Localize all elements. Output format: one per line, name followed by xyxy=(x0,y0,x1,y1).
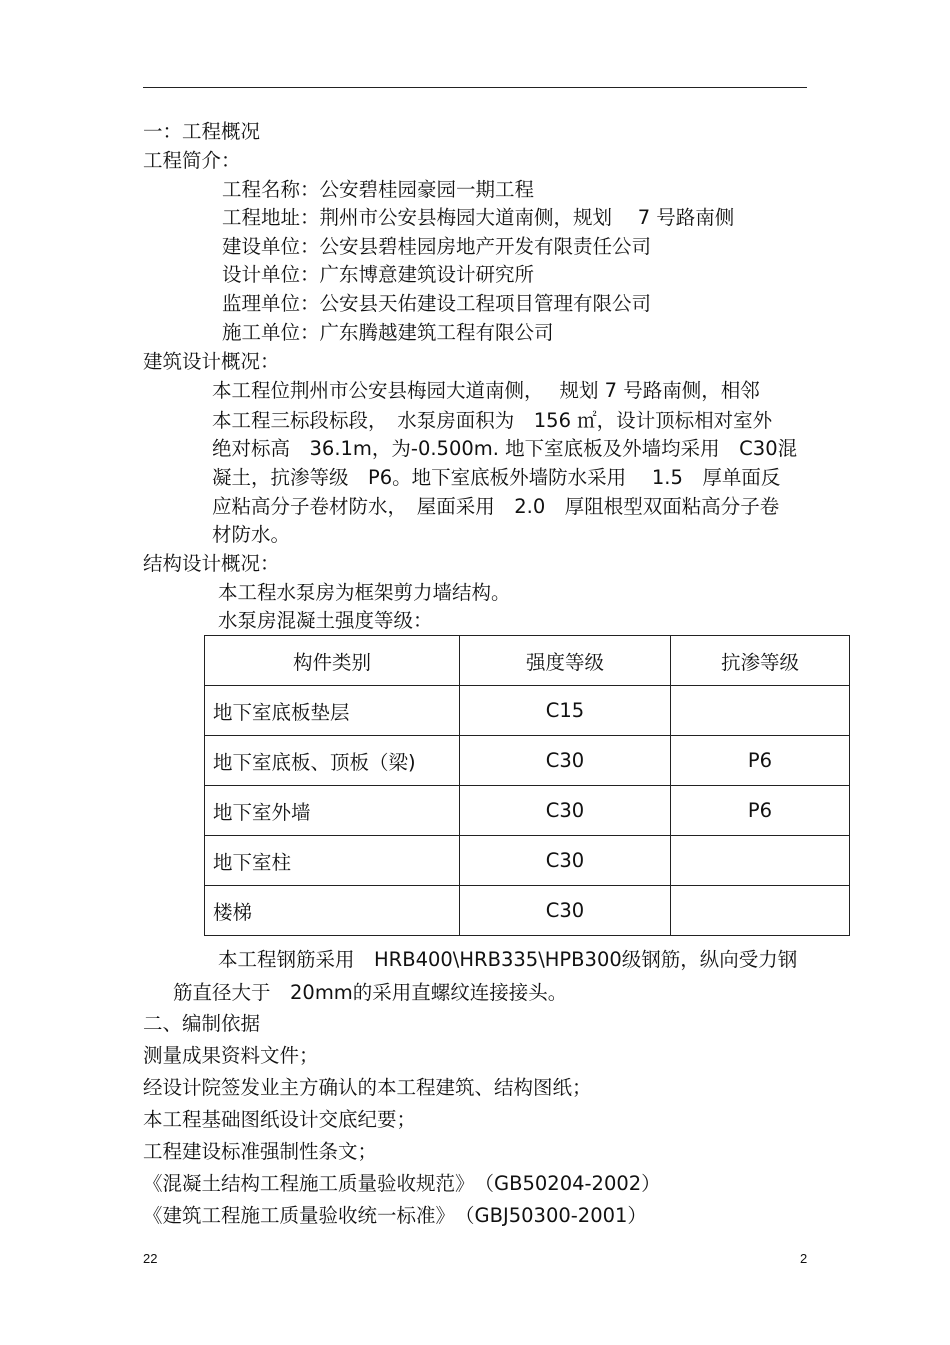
header-rule xyxy=(143,87,807,88)
table-row xyxy=(205,686,850,736)
cell-component: 地下室柱 xyxy=(205,836,460,886)
cell-impermeability: P6 xyxy=(671,786,850,836)
table-row xyxy=(205,886,850,936)
basis-item: 《建筑工程施工质量验收统一标准》 （GBJ50300-2001） xyxy=(143,1204,647,1227)
arch-label: 建筑设计概况： xyxy=(143,350,280,373)
cell-impermeability xyxy=(671,836,850,886)
table-row xyxy=(205,736,850,786)
page-number: 2 xyxy=(800,1251,808,1266)
arch-line: 本工程三标段标段， 水泵房面积为 156 ㎡，设计顶标相对室外 xyxy=(212,409,773,432)
basis-item: 工程建设标准强制性条文； xyxy=(143,1140,378,1163)
cell-impermeability: P6 xyxy=(671,736,850,786)
cell-strength: C30 xyxy=(460,786,671,836)
table-caption: 水泵房混凝土强度等级： xyxy=(218,609,433,632)
struct-label: 结构设计概况： xyxy=(143,552,280,575)
project-address: 工程地址：荆州市公安县梅园大道南侧，规划 7 号路南侧 xyxy=(222,206,735,229)
basis-item: 经设计院签发业主方确认的本工程建筑、结构图纸； xyxy=(143,1076,592,1099)
contractor-unit: 施工单位：广东腾越建筑工程有限公司 xyxy=(222,321,554,344)
table-header-row xyxy=(205,636,850,686)
rebar-line-2: 筋直径大于 20mm的采用直螺纹连接接头。 xyxy=(173,981,568,1004)
cell-impermeability xyxy=(671,886,850,936)
arch-line: 绝对标高 36.1m，为-0.500m. 地下室底板及外墙均采用 C30混 xyxy=(212,437,798,460)
rebar-line-1: 本工程钢筋采用 HRB400\HRB335\HPB300级钢筋，纵向受力钢 xyxy=(218,948,798,971)
table-row xyxy=(205,836,850,886)
footer-left: 22 xyxy=(143,1251,158,1266)
basis-item: 测量成果资料文件； xyxy=(143,1044,319,1067)
arch-line: 应粘高分子卷材防水， 屋面采用 2.0 厚阻根型双面粘高分子卷 xyxy=(212,495,780,518)
cell-impermeability xyxy=(671,686,850,736)
concrete-grade-table xyxy=(204,635,850,936)
section1-title: 一：工程概况 xyxy=(143,120,261,143)
cell-component: 地下室底板、顶板（梁) xyxy=(205,736,460,786)
cell-component: 地下室底板垫层 xyxy=(205,686,460,736)
basis-item: 本工程基础图纸设计交底纪要； xyxy=(143,1108,417,1131)
basis-item: 《混凝土结构工程施工质量验收规范》 （GB50204-2002） xyxy=(143,1172,661,1195)
header-impermeability: 抗渗等级 xyxy=(671,636,850,686)
arch-line: 凝土，抗渗等级 P6。地下室底板外墙防水采用 1.5 厚单面反 xyxy=(212,466,781,489)
cell-strength: C15 xyxy=(460,686,671,736)
cell-strength: C30 xyxy=(460,836,671,886)
header-strength: 强度等级 xyxy=(460,636,671,686)
cell-strength: C30 xyxy=(460,886,671,936)
table-row xyxy=(205,786,850,836)
supervision-unit: 监理单位：公安县天佑建设工程项目管理有限公司 xyxy=(222,292,652,315)
header-component: 构件类别 xyxy=(205,636,460,686)
arch-line: 材防水。 xyxy=(212,523,291,546)
intro-label: 工程简介： xyxy=(143,149,241,172)
cell-component: 楼梯 xyxy=(205,886,460,936)
project-name: 工程名称：公安碧桂园豪园一期工程 xyxy=(222,178,535,201)
cell-component: 地下室外墙 xyxy=(205,786,460,836)
construction-unit: 建设单位：公安县碧桂园房地产开发有限责任公司 xyxy=(222,235,652,258)
section2-title: 二、编制依据 xyxy=(143,1012,261,1035)
cell-strength: C30 xyxy=(460,736,671,786)
arch-line: 本工程位荆州市公安县梅园大道南侧， 规划 7 号路南侧，相邻 xyxy=(212,379,760,402)
struct-line: 本工程水泵房为框架剪力墙结构。 xyxy=(218,581,511,604)
design-unit: 设计单位：广东博意建筑设计研究所 xyxy=(222,263,535,286)
